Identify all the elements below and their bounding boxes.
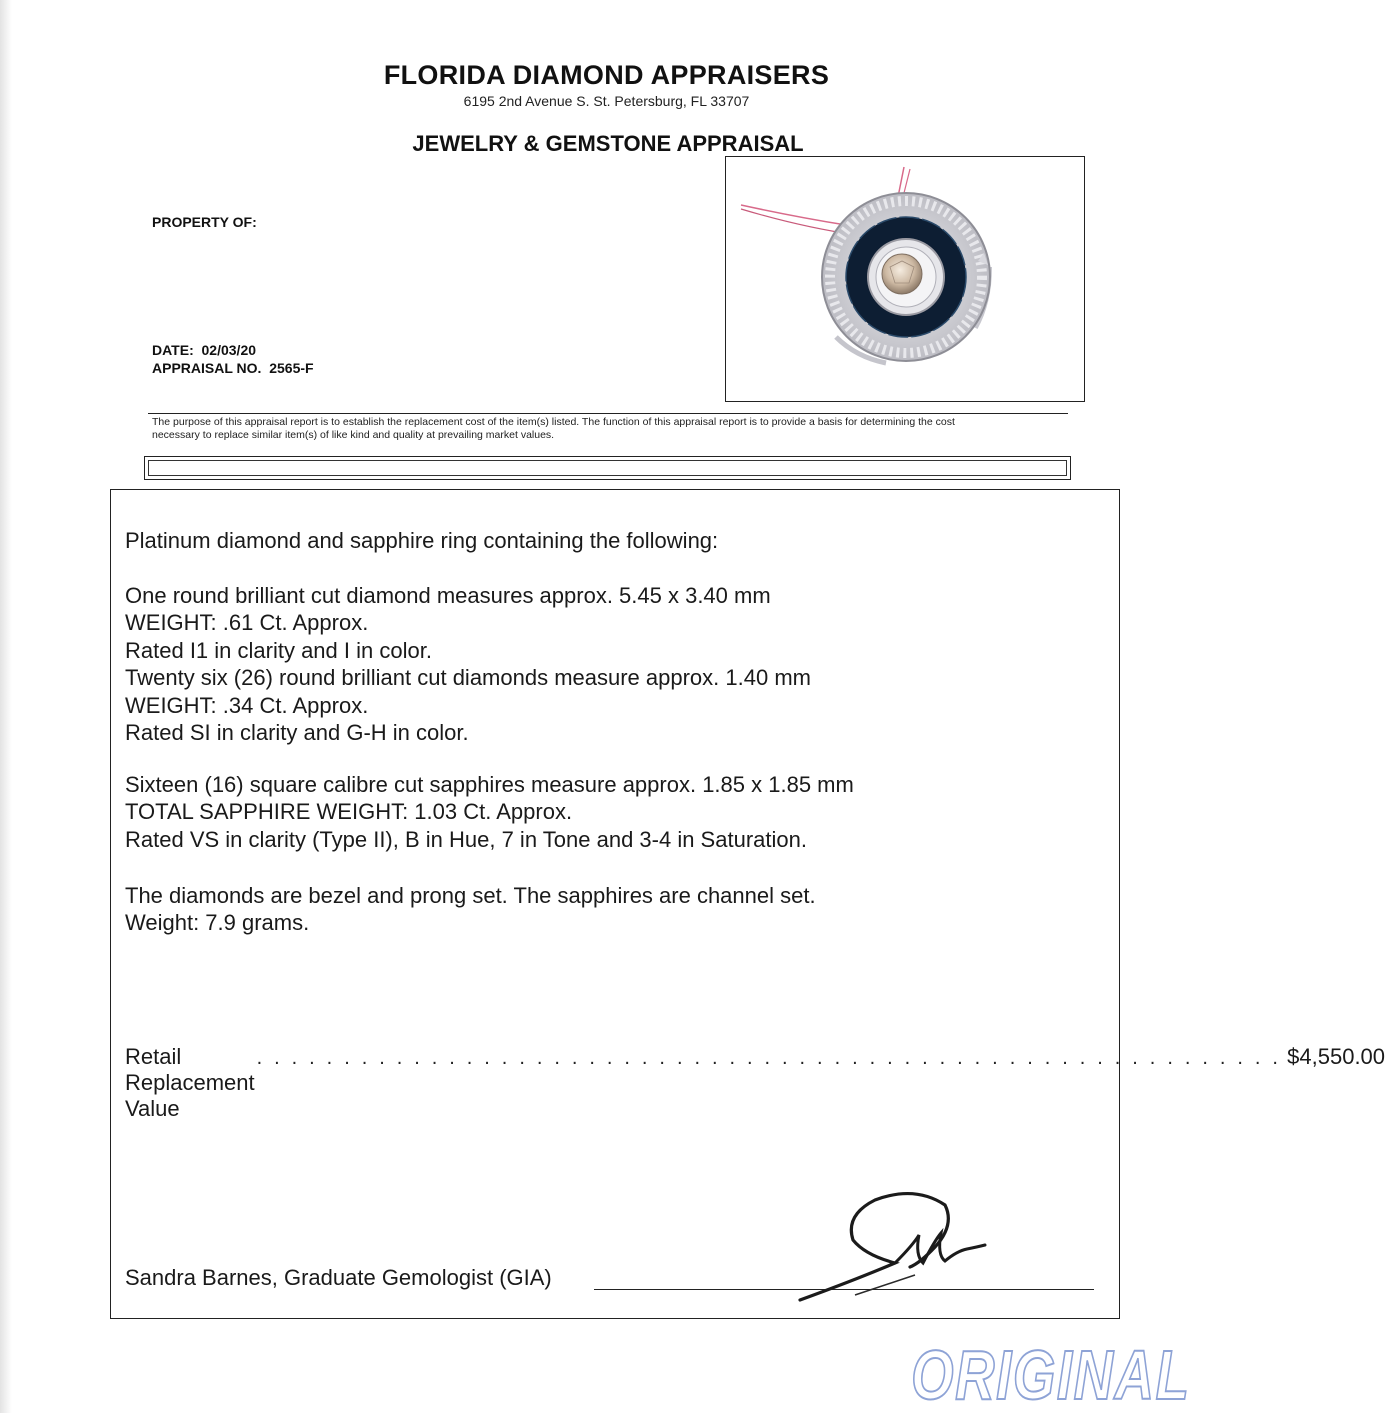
purpose-line-2: necessary to replace similar item(s) of like kind and quality at prevailing market values. [152,429,555,441]
description-line: Rated VS in clarity (Type II), B in Hue, 7 in Tone and 3-4 in Saturation. [125,826,807,852]
appraisal-number-value: 2565-F [269,360,314,376]
description-line: WEIGHT: .61 Ct. Approx. [125,610,369,636]
leader-dots: . . . . . . . . . . . . . . . . . . . . . . . . . . . . . . . . . . . . . . . . . . . . . . . . . . . . . . . . . . . [256,1047,1282,1069]
purpose-line-1: The purpose of this appraisal report is to establish the replacement cost of the item(s) listed. The function of this appraisal report is to provide a basis for determining the cost [152,416,955,428]
appraisal-number-row [152,360,314,376]
empty-field-bar [144,456,1071,480]
description-line: The diamonds are bezel and prong set. The sapphires are channel set. [125,883,816,908]
purpose-divider [148,413,1068,414]
retail-value-label: Retail Replacement Value [125,1044,255,1121]
property-of-label: PROPERTY OF: [152,214,257,230]
description-block-1 [125,582,1085,746]
purpose-statement [152,416,1070,442]
handwritten-signature [795,1185,995,1310]
ring-photo-frame [725,156,1085,402]
description-block-2 [125,771,1085,853]
original-stamp [908,1335,1191,1413]
original-stamp-text: ORIGINAL [911,1336,1191,1413]
empty-field-bar-inner [148,460,1067,476]
description-line: One round brilliant cut diamond measures approx. 5.45 x 3.40 mm [125,583,771,608]
date-row [152,342,256,358]
date-label: DATE: [152,342,194,358]
description-line: WEIGHT: .34 Ct. Approx. [125,692,369,718]
description-line: Rated SI in clarity and G-H in color. [125,720,469,746]
company-address: 6195 2nd Avenue S. St. Petersburg, FL 33707 [463,93,750,109]
description-line: Sixteen (16) square calibre cut sapphires measure approx. 1.85 x 1.85 mm [125,772,854,797]
description-line: Rated I1 in clarity and I in color. [125,637,432,663]
scan-left-edge [0,0,12,1413]
appraisal-number-label: APPRAISAL NO. [152,360,262,376]
description-line: Weight: 7.9 grams. [125,910,310,936]
date-value: 02/03/20 [201,342,257,358]
signer-name: Sandra Barnes, Graduate Gemologist (GIA) [125,1265,552,1290]
ring-photo [726,157,1086,403]
description-line: TOTAL SAPPHIRE WEIGHT: 1.03 Ct. Approx. [125,799,573,825]
description-intro: Platinum diamond and sapphire ring containing the following: [125,528,719,553]
description-block-3 [125,882,1085,937]
document-title: JEWELRY & GEMSTONE APPRAISAL [412,131,804,156]
retail-value-amount: $4,550.00 [1287,1044,1385,1069]
description-line: Twenty six (26) round brilliant cut diamonds measure approx. 1.40 mm [125,665,811,691]
retail-value-row [125,1044,1385,1121]
company-name: FLORIDA DIAMOND APPRAISERS [383,60,830,90]
